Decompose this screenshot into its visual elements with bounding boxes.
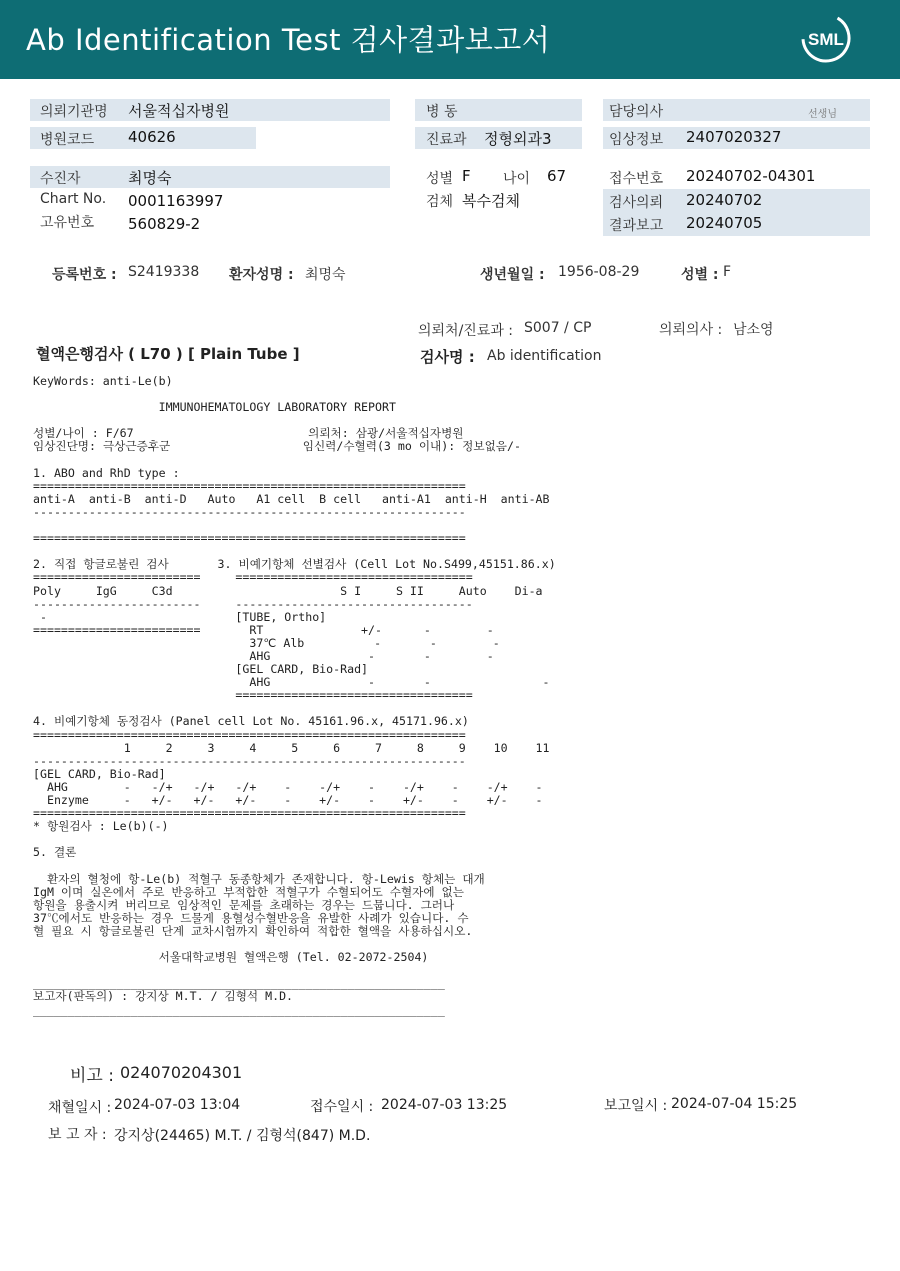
name-value: 최명숙 [305,267,346,283]
clinical-label: 임상정보 [609,132,664,148]
hospital-code-value: 40626 [128,128,176,146]
report-title: Ab Identification Test 검사결과보고서 [26,23,551,57]
collect-value: 2024-07-03 13:04 [114,1097,241,1113]
report-header [0,0,900,79]
receive-label: 접수일시 : [310,1099,374,1115]
reg-sex-label: 성별 : [681,267,719,283]
requester-label: 의뢰의사 : [659,322,723,338]
test-name-label: 검사명 : [420,348,475,366]
reporter-value: 강지상(24465) M.T. / 김형석(847) M.D. [114,1128,371,1144]
reg-label: 등록번호 : [52,267,117,283]
institution-label: 의뢰기관명 [40,104,108,120]
note-label: 비고 : [70,1066,114,1086]
reporter-label: 보 고 자 : [48,1127,107,1143]
lab-report-text: KeyWords: anti-Le(b) IMMUNOHEMATOLOGY LABORATORY REPORT 성별/나이 : F/67 의뢰처: 삼광/서울적십자병원 임상진단명: 극상근증후군 임신력/수혈력(3 mo 이내): 정보없음/- 1. ABO and RhD type : ============================================================== anti-A anti-B anti-D Auto A1 cell B cell anti-A1 anti-H anti-AB -------------------------------------------------------------- ============================================================== 2. 직접 항글로불린 검사 3. 비예기항체 선별검사 (Cell Lot No.S499,45151.86.x) ======================== ================================== Poly IgG C3d S I S II Auto Di-a ------------------------ ---------------------------------- - [TUBE, Ortho] ======================== RT +/- - - 37℃ Alb - - - AHG - - - [GEL CARD, Bio-Rad] AHG - - - ================================== 4. 비예기항체 동정검사 (Panel cell Lot No. 45161.96.x, 45171.96.x) ============================================================== 1 2 3 4 5 6 7 8 9 10 11 -------------------------------------------------------------- [GEL CARD, Bio-Rad] AHG - -/+ -/+ -/+ - -/+ - -/+ - -/+ - Enzyme - +/- +/- +/- - +/- - +/- - +/- - ============================================================== * 항원검사 : Le(b)(-) 5. 결론 환자의 혈청에 항-Le(b) 적혈구 동종항체가 존재합니다. 항-Lewis 항체는 대개 IgM 이며 실온에서 주로 반응하고 부적합한 적혈구가 수혈되어도 수혈자에 없는 항원을 용출시켜 버리므로 임상적인 문제를 초래하는 경우는 드뭅니다. 그러나 37℃에서도 반응하는 경우 드물게 용혈성수혈반응을 유발한 사례가 있습니다. 수 혈 필요 시 항글로불린 단계 교차시험까지 확인하여 적합한 혈액을 사용하십시오. 서울대학교병원 혈액은행 (Tel. 02-2072-2504) ___________________________________________________________ 보고자(판독의) : 강지상 M.T. / 김형석 M.D. ___________________________________________________________ [33,374,556,1017]
dept-label: 진료과 [426,132,467,148]
dept-value: 정형외과3 [484,130,552,148]
hospital-code-label: 병원코드 [40,132,95,148]
client-label: 의뢰처/진료과 : [418,323,514,339]
sex-label: 성별 [426,171,454,187]
doctor-suffix: 선생님 [808,109,837,120]
request-label: 검사의뢰 [609,195,664,211]
section-title: 혈액은행검사 ( L70 ) [ Plain Tube ] [36,345,300,363]
report-value: 2024-07-04 15:25 [671,1096,798,1112]
receipt-label: 접수번호 [609,171,664,187]
doctor-label: 담당의사 [609,104,664,120]
specimen-label: 검체 [426,194,454,210]
chart-value: 0001163997 [128,192,224,210]
sex-value: F [462,167,471,185]
result-value: 20240705 [686,214,763,232]
specimen-value: 복수검체 [462,192,520,210]
receive-value: 2024-07-03 13:25 [381,1097,508,1113]
chart-label: Chart No. [40,191,107,207]
patient-value: 최명숙 [128,169,172,187]
logo-text: SML [808,30,844,49]
unique-label: 고유번호 [40,215,95,231]
clinical-value: 2407020327 [686,128,782,146]
receipt-value: 20240702-04301 [686,167,816,185]
age-value: 67 [547,167,567,185]
test-name-value: Ab identification [487,348,602,364]
reg-value: S2419338 [128,264,200,280]
result-label: 결과보고 [609,218,664,234]
requester-value: 남소영 [733,322,774,338]
reg-sex-value: F [723,264,732,280]
ward-label: 병 동 [426,104,458,120]
institution-value: 서울적십자병원 [128,102,230,120]
collect-label: 채혈일시 : [48,1100,112,1116]
client-value: S007 / CP [524,320,592,336]
patient-label: 수진자 [40,171,81,187]
name-label: 환자성명 : [229,267,294,283]
dob-label: 생년월일 : [480,267,545,283]
note-value: 024070204301 [120,1063,243,1082]
dob-value: 1956-08-29 [558,264,640,280]
sml-logo [800,12,852,64]
patient-bar [30,166,390,188]
age-label: 나이 [503,171,531,187]
unique-value: 560829-2 [128,215,201,233]
request-value: 20240702 [686,191,763,209]
report-label: 보고일시 : [604,1098,668,1114]
